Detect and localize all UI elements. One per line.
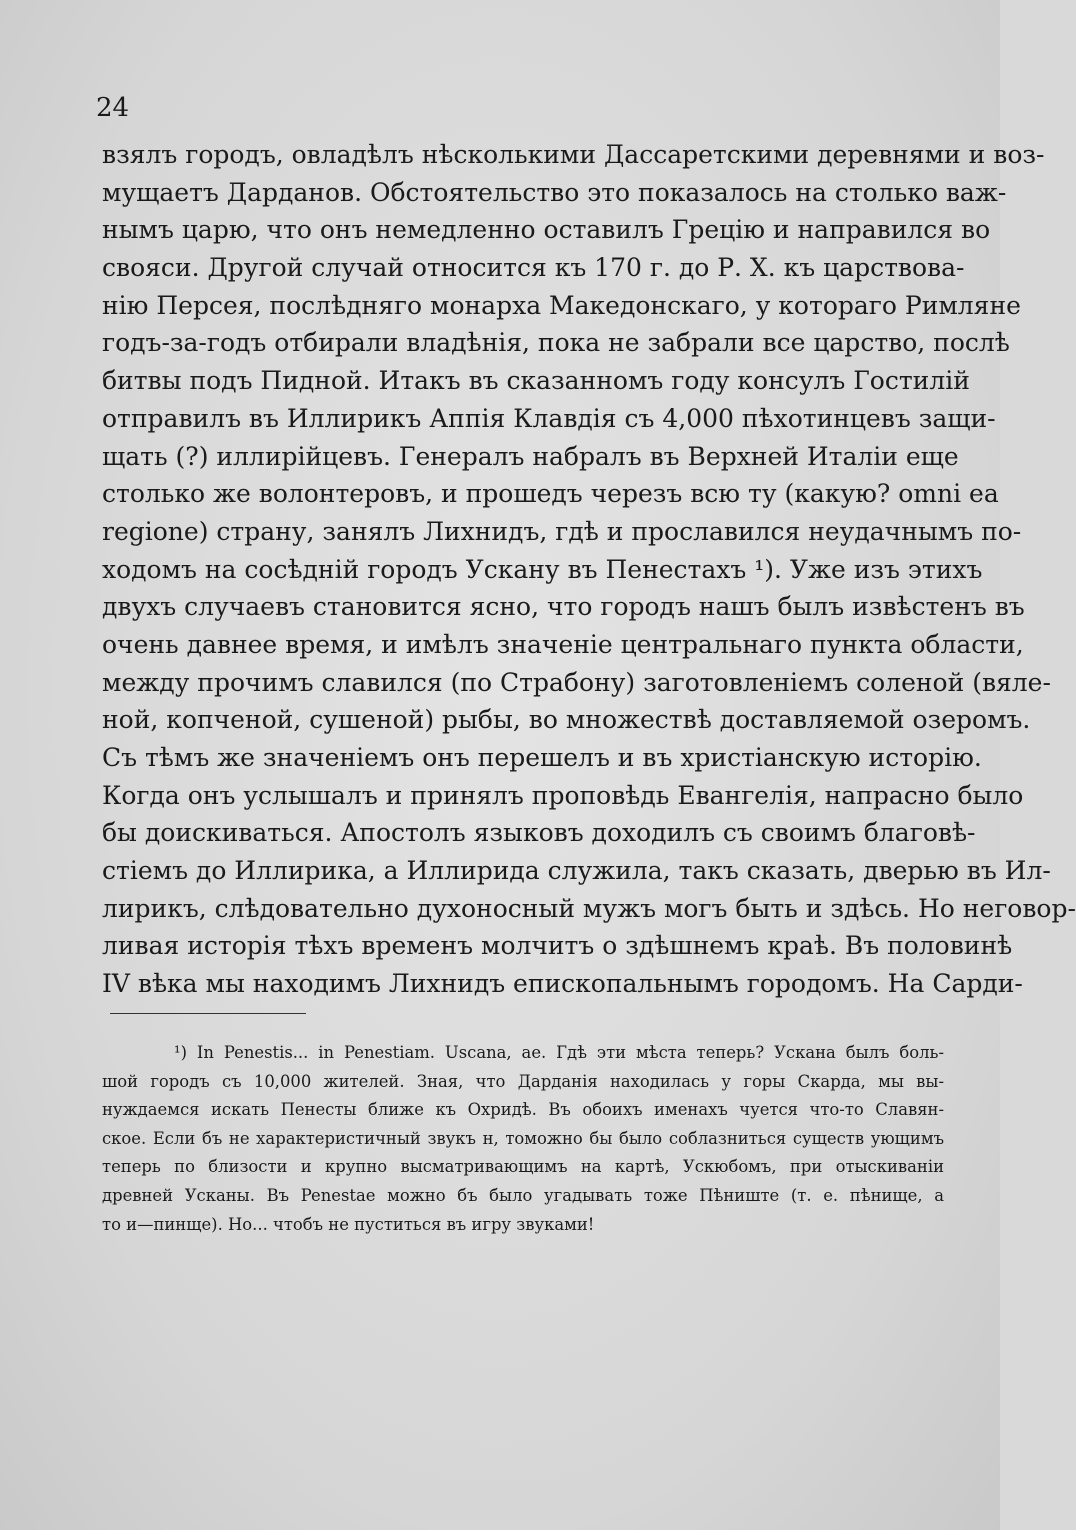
body-line: regione) страну, занялъ Лихнидъ, гдѣ и прославился неудачнымъ по- xyxy=(102,516,1022,546)
body-line: двухъ случаевъ становится ясно, что городъ нашъ былъ извѣстенъ въ xyxy=(102,592,1025,622)
body-line: ной, копченой, сушеной) рыбы, во множествѣ доставляемой озеромъ. xyxy=(102,705,1031,735)
body-line: годъ-за-годъ отбирали владѣнія, пока не забрали все царство, послѣ xyxy=(102,328,1010,358)
body-line: IV вѣка мы находимъ Лихнидъ епископальнымъ городомъ. На Сарди- xyxy=(102,969,1023,999)
body-text xyxy=(102,128,1076,1003)
footnote-line: нуждаемся искать Пенесты ближе къ Охридѣ. Въ обоихъ именахъ чуется что-то Славян- xyxy=(102,1100,944,1120)
body-line: столько же волонтеровъ, и прошедъ черезъ всю ту (какую? omni ea xyxy=(102,479,999,509)
footnote-line: то и—пинще). Но... чтобъ не пуститься въ игру звуками! xyxy=(102,1214,595,1234)
body-line: между прочимъ славился (по Страбону) заготовленіемъ соленой (вяле- xyxy=(102,667,1051,697)
body-line: очень давнее время, и имѣлъ значеніе центральнаго пункта области, xyxy=(102,629,1024,659)
body-line: свояси. Другой случай относится къ 170 г. до Р. Х. къ царствова- xyxy=(102,253,965,283)
footnote-divider xyxy=(110,1013,306,1014)
page-number: 24 xyxy=(96,93,130,123)
body-line: Съ тѣмъ же значеніемъ онъ перешелъ и въ христіанскую исторію. xyxy=(102,743,982,772)
body-line: нію Персея, послѣдняго монарха Македонскаго, у котораго Римляне xyxy=(102,290,1021,320)
body-line: мущаетъ Дарданов. Обстоятельство это показалось на столько важ- xyxy=(102,177,1007,207)
footnote xyxy=(102,1039,944,1239)
body-line: лирикъ, слѣдовательно духоносный мужъ могъ быть и здѣсь. Но неговор- xyxy=(102,893,1076,923)
body-line: бы доискиваться. Апостолъ языковъ доходилъ съ своимъ благовѣ- xyxy=(102,818,976,848)
body-line: Когда онъ услышалъ и принялъ проповѣдь Евангелія, напрасно было xyxy=(102,780,1024,810)
body-line: отправилъ въ Иллирикъ Аппія Клавдія съ 4,000 пѣхотинцевъ защи- xyxy=(102,403,996,433)
body-line: нымъ царю, что онъ немедленно оставилъ Грецію и направился во xyxy=(102,215,991,245)
body-line: стіемъ до Иллирика, а Иллирида служила, такъ сказать, дверью въ Ил- xyxy=(102,856,1051,886)
footnote-line: ¹) In Penestis... in Penestiam. Uscana, ae. Гдѣ эти мѣста теперь? Ускана былъ боль- xyxy=(174,1043,944,1062)
body-line: битвы подъ Пидной. Итакъ въ сказанномъ году консулъ Гостилій xyxy=(102,366,970,396)
body-line: ливая исторія тѣхъ временъ молчитъ о здѣшнемъ краѣ. Въ половинѣ xyxy=(102,931,1013,961)
footnote-line: ское. Если бъ не характеристичный звукъ н, томожно бы было соблазниться существ ующимъ xyxy=(102,1128,944,1148)
footnote-line: шой городъ съ 10,000 жителей. Зная, что Дарданія находилась у горы Скарда, мы вы- xyxy=(102,1071,944,1091)
footnote-line: древней Усканы. Въ Penestae можно бъ было угадывать тоже Пѣниште (т. е. пѣнище, а xyxy=(102,1185,944,1205)
body-line: щать (?) иллирійцевъ. Генералъ набралъ въ Верхней Италіи еще xyxy=(102,441,959,471)
body-line: ходомъ на сосѣдній городъ Ускану въ Пенестахъ ¹). Уже изъ этихъ xyxy=(102,554,983,584)
body-line: взялъ городъ, овладѣлъ нѣсколькими Дассаретскими деревнями и воз- xyxy=(102,140,1045,169)
footnote-line: теперь по близости и крупно высматривающимъ на картѣ, Ускюбомъ, при отыскиваніи xyxy=(102,1157,944,1177)
